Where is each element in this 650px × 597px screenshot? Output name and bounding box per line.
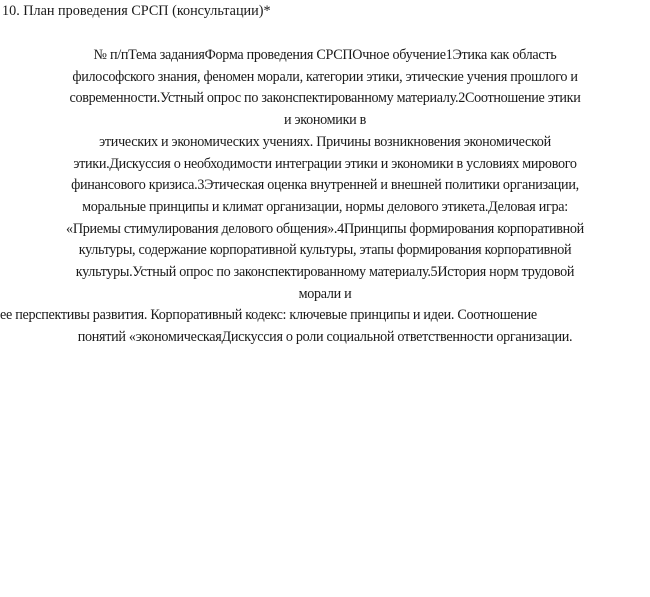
text-line: современности.Устный опрос по законспектированному материалу.2Соотношение этики [69, 90, 581, 107]
text-line: «Приемы стимулирования делового общения».4Принципы формирования корпоративной [66, 220, 584, 237]
plan-text-block [0, 45, 650, 349]
text-line: моральные принципы и климат организации, нормы делового этикета.Деловая игра: [82, 198, 568, 215]
section-heading: 10. План проведения СРСП (консультации)* [2, 3, 271, 19]
text-line: финансового кризиса.3Этическая оценка внутренней и внешней политики организации, [71, 177, 579, 194]
text-line: этики.Дискуссия о необходимости интеграции этики и экономики в условиях мирового [73, 155, 577, 172]
text-line: философского знания, феномен морали, категории этики, этические учения прошлого и [72, 68, 578, 85]
text-line: этических и экономических учениях. Причины возникновения экономической [99, 133, 551, 150]
text-line: ее перспективы развития. Корпоративный кодекс: ключевые принципы и идеи. Соотношение [0, 307, 537, 324]
text-line: понятий «экономическаяДискуссия о роли социальной ответственности организации. [77, 329, 573, 346]
text-line: культуры, содержание корпоративной культуры, этапы формирования корпоративной [78, 242, 572, 259]
text-line: и экономики в [283, 112, 367, 129]
text-line: морали и [298, 285, 352, 302]
text-line: культуры.Устный опрос по законспектированному материалу.5История норм трудовой [75, 264, 575, 281]
text-line: № п/пТема заданияФорма проведения СРСПОчное обучение1Этика как область [93, 47, 557, 63]
